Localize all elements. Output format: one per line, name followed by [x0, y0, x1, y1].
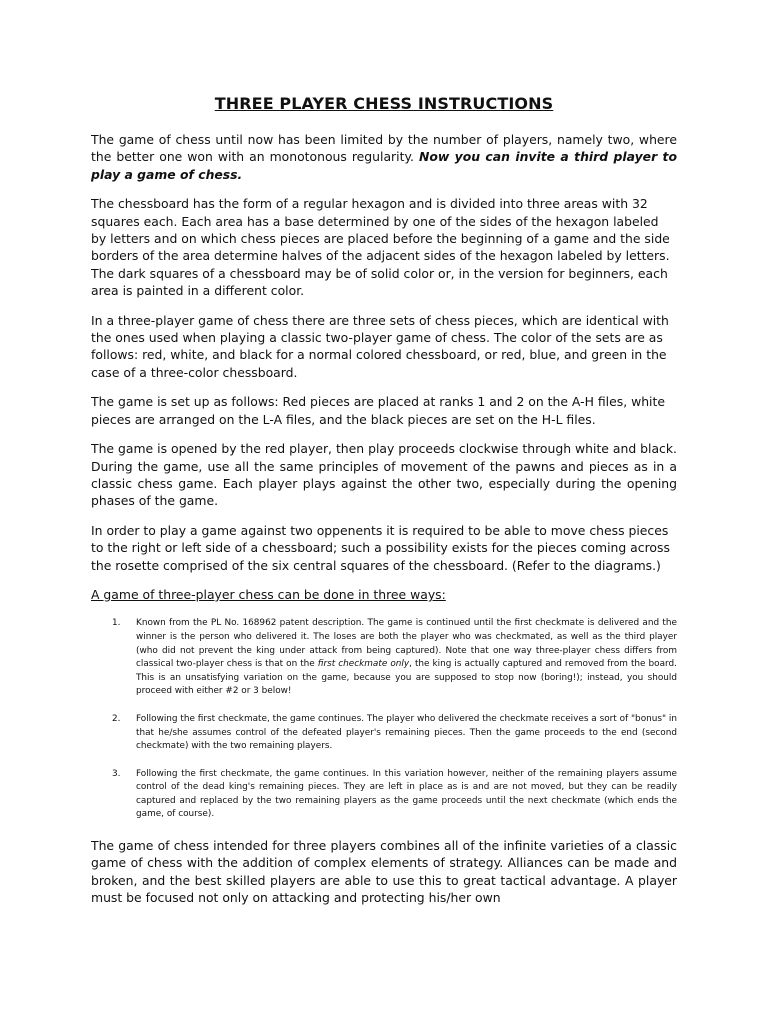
list-item-text-end: , the king is actually captured and removed from the board. This is an unsatisfying variation on the game, because you are supposed to stop now (boring!); instead, you should proceed with either #2 or 3 below!	[136, 659, 677, 697]
paragraph-movement: In order to play a game against two oppenents it is required to be able to move chess pieces to the right or left side of a chessboard; such a possibility exists for the pieces coming across the rosette comprised of the six central squares of the chessboard. (Refer to the diagrams.)	[91, 522, 670, 573]
intro-paragraph	[91, 131, 677, 183]
intro-text: The game of chess until now has been limited by the number of players, namely two, where the better one won with an monotonous regularity.	[91, 132, 677, 165]
list-item-text: Following the first checkmate, the game continues. In this variation however, neither of the remaining players assume control of the dead king's remaining pieces. They are left in place as is and are not moved, but they can be readily captured and replaced by the two remaining players as the game proceeds until the next checkmate (which ends the game, of course).	[136, 768, 677, 820]
list-item-text: Known from the PL No. 168962 patent description. The game is continued until the first checkmate is delivered and the winner is the person who delivered it. The loses are both the player who was checkmated, as well as the third player (who did not prevent the king under attack from being captured). Note that one way three-player chess differs from classical two-player chess is that on the	[136, 618, 677, 670]
list-item	[91, 617, 677, 699]
paragraph-chessboard: The chessboard has the form of a regular hexagon and is divided into three areas with 32 squares each. Each area has a base determined by one of the sides of the hexagon labeled by letters and on which chess pieces are placed before the beginning of a game and the side borders of the area determine halves of the adjacent sides of the hexagon labeled by letters. The dark squares of a chessboard may be of solid color or, in the version for beginners, each area is painted in a different color.	[91, 196, 670, 299]
list-item-text: Following the first checkmate, the game continues. The player who delivered the checkmate receives a sort of "bonus" in that he/she assumes control of the defeated player's remaining pieces. Then the game proceeds to the end (second checkmate) with the two remaining players.	[136, 713, 677, 752]
paragraph-pieces: In a three-player game of chess there are three sets of chess pieces, which are identical with the ones used when playing a classic two-player game of chess. The color of the sets are as follows: red, white, and black for a normal colored chessboard, or red, blue, and green in the case of a three-color chessboard.	[91, 312, 669, 380]
list-item-number: 1.	[112, 618, 121, 629]
list-item-number: 2.	[112, 713, 121, 724]
paragraph-closing: The game of chess intended for three players combines all of the infinite varieties of a classic game of chess with the addition of complex elements of strategy. Alliances can be made and broken, and the best skilled players are able to use this to great tactical advantage. A player must be focused not only on attacking and protecting his/her own	[91, 838, 677, 906]
list-item	[91, 713, 677, 754]
list-item-number: 3.	[112, 768, 121, 779]
intro-emphasis: Now you can invite a third player to play a game of chess.	[91, 149, 677, 182]
ways-heading: A game of three-player chess can be done in three ways:	[91, 586, 446, 602]
list-item-italic: first checkmate only	[317, 659, 410, 670]
paragraph-setup: The game is set up as follows: Red pieces are placed at ranks 1 and 2 on the A-H files, white pieces are arranged on the L-A files, and the black pieces are set on the H-L files.	[91, 394, 665, 427]
list-item	[91, 768, 677, 822]
document-title: THREE PLAYER CHESS INSTRUCTIONS	[214, 94, 554, 113]
ways-list	[91, 617, 677, 822]
paragraph-opening: The game is opened by the red player, then play proceeds clockwise through white and black. During the game, use all the same principles of movement of the pawns and pieces as in a classic chess game. Each player plays against the other two, especially during the opening phases of the game.	[91, 441, 677, 509]
